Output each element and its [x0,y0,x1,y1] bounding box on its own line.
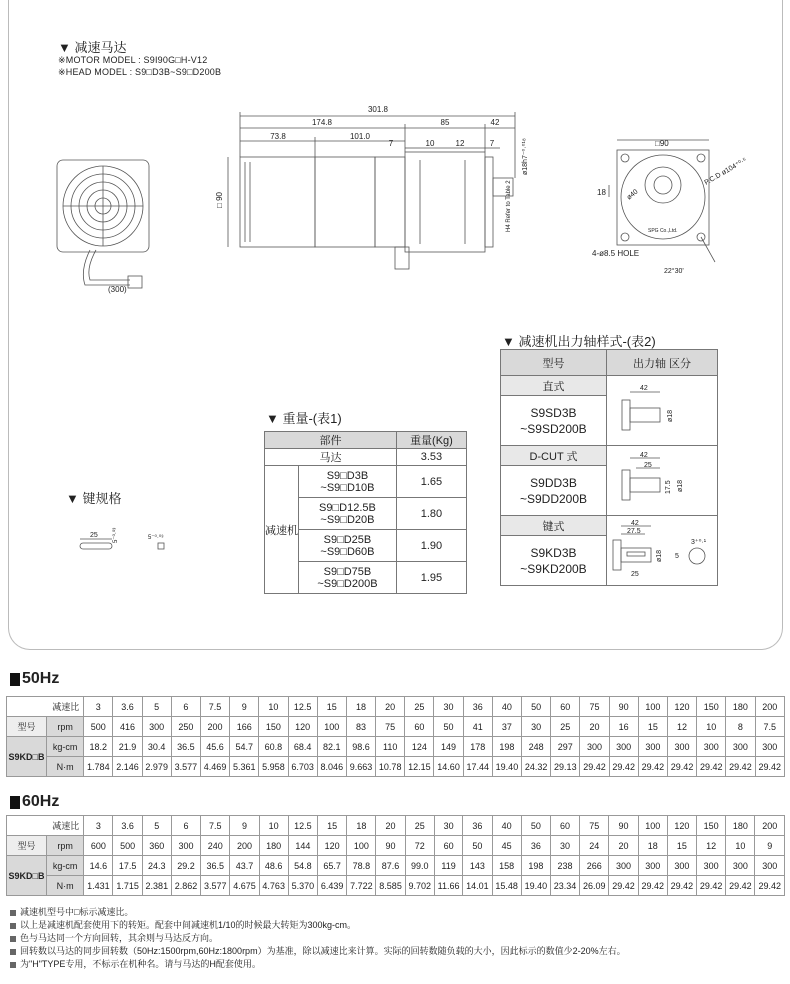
angle-label: 22°30' [664,268,684,275]
key-length: 25 [90,532,98,539]
kg-cell: 198 [521,856,550,876]
ratio-cell: 12.5 [288,697,317,717]
nm-cell: 3.577 [201,876,230,896]
shaft-drawing-straight [607,376,718,446]
nm-cell: 29.42 [667,876,696,896]
dim-101: 101.0 [349,132,371,141]
kg-cell: 78.8 [347,856,376,876]
weight-row-value: 1.65 [396,466,466,498]
nm-cell: 29.42 [697,757,726,777]
dim-174: 174.8 [311,118,333,127]
ratio-cell: 6 [171,697,200,717]
rpm-cell: 500 [84,717,113,737]
rpm-cell: 20 [580,717,609,737]
ratio-cell: 10 [259,697,288,717]
nm-cell: 9.663 [346,757,375,777]
section-50hz-title: 50Hz [22,670,60,687]
nm-cell: 29.42 [726,876,755,896]
nm-cell: 6.439 [318,876,347,896]
kg-cell: 24.3 [142,856,171,876]
ratio-cell: 18 [346,697,375,717]
rpm-cell: 120 [288,717,317,737]
note-item [10,958,626,971]
shaft-type-model: S9SD3B ~S9SD200B [501,396,607,446]
shaft-dia: ø18h7⁻⁰·⁰¹⁸ [522,138,529,175]
kg-cell: 198 [492,737,521,757]
ratio-label: 减速比 [7,697,84,717]
shaft-dim: 27.5 [627,528,641,535]
note-item [10,919,626,932]
rpm-cell: 16 [609,717,638,737]
shaft-type-model: S9KD3B ~S9KD200B [501,536,607,586]
nm-cell: 5.370 [288,876,317,896]
ratio-cell: 5 [142,697,171,717]
section-marker [10,673,20,686]
weight-table [264,431,467,594]
head-weight: 重量(Kg) [396,432,466,449]
rpm-cell: 9 [755,836,785,856]
nameplate: SPG Co.,Ltd. [648,228,678,234]
bullet [10,949,16,955]
ratio-cell: 60 [551,697,580,717]
rpm-label: rpm [47,836,84,856]
torque-table-50hz [6,696,785,777]
rpm-cell: 300 [142,717,171,737]
weight-row-model: S9□D12.5B ~S9□D20B [299,498,397,530]
rpm-cell: 30 [550,836,579,856]
rpm-cell: 90 [376,836,405,856]
dim-12: 12 [455,139,465,148]
nm-cell: 29.42 [755,757,784,777]
kg-cell: 238 [550,856,579,876]
nm-cell: 19.40 [492,757,521,777]
nm-cell: 23.34 [550,876,579,896]
kg-cell: 300 [726,737,755,757]
ratio-cell: 9 [230,697,259,717]
model-cell: S9KD□B [7,737,47,777]
ratio-cell: 20 [376,697,405,717]
rpm-cell: 50 [463,836,492,856]
note-text: 回转数以马达的同步回转数（50Hz:1500rpm,60Hz:1800rpm）为基准，除以减速比来计算。实际的回转数随负载的大小，因此标示的数值少2-20%左右。 [20,946,626,956]
dim-7b: 7 [489,139,495,148]
model-header: 型号 [7,717,47,737]
head-model: ※HEAD MODEL : S9□D3B~S9□D200B [58,67,222,77]
nm-cell: 17.44 [463,757,492,777]
ratio-cell: 3.6 [113,697,142,717]
rpm-cell: 100 [347,836,376,856]
ratio-cell: 15 [317,697,346,717]
kg-cell: 45.6 [200,737,229,757]
shaft-dim: ø18 [677,479,684,492]
rpm-cell: 200 [200,717,229,737]
kg-cell: 300 [638,737,667,757]
shaft-type-label: 直式 [501,376,607,396]
bullet [10,936,16,942]
ratio-cell: 150 [697,697,726,717]
kg-cell: 65.7 [318,856,347,876]
rpm-cell: 60 [434,836,462,856]
weight-row-value: 1.80 [396,498,466,530]
kg-cell: 82.1 [317,737,346,757]
motor-model: ※MOTOR MODEL : S9I90G□H-V12 [58,55,208,65]
pcd-label: P.C.D ø104⁺⁰·⁵ [703,156,749,187]
kg-cell: 300 [609,737,638,757]
ratio-cell: 30 [434,816,462,836]
rpm-cell: 8 [726,717,755,737]
nm-cell: 15.48 [492,876,521,896]
ratio-cell: 7.5 [200,697,229,717]
nm-cell: 10.78 [376,757,405,777]
kg-cell: 300 [580,737,609,757]
kg-cell: 300 [697,737,726,757]
note-item [10,906,626,919]
ratio-cell: 75 [580,816,609,836]
shaft-col-shaft: 出力轴 区分 [607,350,718,376]
nm-cell: 2.862 [171,876,200,896]
rpm-cell: 10 [726,836,755,856]
rpm-cell: 12 [697,836,726,856]
bullet [10,910,16,916]
ratio-cell: 200 [755,816,785,836]
rpm-cell: 7.5 [755,717,784,737]
nm-cell: 2.979 [142,757,171,777]
shaft-dim: ø18 [667,409,674,422]
rpm-cell: 24 [580,836,609,856]
dim-18: 18 [597,188,606,197]
nm-cell: 1.715 [113,876,142,896]
kg-cell: 300 [697,856,726,876]
nm-cell: 29.42 [726,757,755,777]
nm-cell: 29.42 [697,876,726,896]
shaft-dim: 5 [675,553,679,560]
nm-cell: 4.469 [200,757,229,777]
rpm-cell: 45 [492,836,521,856]
notes [10,906,626,971]
shaft-type-model: S9DD3B ~S9DD200B [501,466,607,516]
ratio-cell: 40 [492,697,521,717]
kg-cell: 119 [434,856,462,876]
ratio-cell: 6 [171,816,200,836]
kg-cell: 300 [638,856,667,876]
ratio-cell: 25 [405,816,434,836]
ratio-cell: 5 [142,816,171,836]
dim-73: 73.8 [270,132,286,141]
dim-10: 10 [425,139,435,148]
kg-cell: 297 [551,737,580,757]
shaft-dim: 3⁺⁰·¹ [691,539,707,546]
shaft-drawing-key [607,516,718,586]
ratio-cell: 15 [318,816,347,836]
key-drawing [70,525,190,565]
motor-label: 马达 [265,449,397,466]
rpm-cell: 36 [521,836,550,856]
section-marker [10,796,20,809]
nm-cell: 8.046 [317,757,346,777]
ratio-cell: 18 [347,816,376,836]
rpm-cell: 416 [113,717,142,737]
kg-cell: 14.6 [84,856,113,876]
nm-cell: 2.381 [142,876,171,896]
note-text: 为"H"TYPE专用，不标示在机种名。请与马达的H配套使用。 [20,959,261,969]
dim-42: 42 [490,118,500,127]
ratio-cell: 75 [580,697,609,717]
rpm-cell: 12 [667,717,696,737]
model-cell: S9KD□B [7,856,47,896]
nm-cell: 26.09 [580,876,609,896]
note-item [10,932,626,945]
rpm-cell: 20 [609,836,638,856]
ratio-cell: 100 [638,697,667,717]
nm-cell: 5.361 [230,757,259,777]
kg-cell: 300 [667,856,696,876]
kg-label: kg-cm [47,856,84,876]
dim-40: ø40 [625,188,640,202]
nm-cell: 9.702 [405,876,434,896]
bullet [10,923,16,929]
nm-cell: 29.42 [580,757,609,777]
shaft-dim: 25 [631,571,639,578]
bullet [10,962,16,968]
nm-cell: 5.958 [259,757,288,777]
ratio-label: 减速比 [7,816,84,836]
rpm-cell: 37 [492,717,521,737]
ratio-cell: 100 [638,816,667,836]
shaft-type-label: D-CUT 式 [501,446,607,466]
nm-label: N·m [47,876,84,896]
kg-label: kg-cm [47,737,84,757]
nm-cell: 3.577 [171,757,200,777]
nm-cell: 14.01 [463,876,492,896]
nm-cell: 24.32 [522,757,551,777]
nm-cell: 7.722 [347,876,376,896]
ratio-cell: 30 [434,697,463,717]
ratio-cell: 12.5 [288,816,317,836]
ratio-cell: 3 [84,816,113,836]
rpm-cell: 25 [551,717,580,737]
kg-cell: 99.0 [405,856,434,876]
ratio-cell: 7.5 [201,816,230,836]
nm-label: N·m [47,757,84,777]
rpm-cell: 250 [171,717,200,737]
ratio-cell: 20 [376,816,405,836]
kg-cell: 54.8 [288,856,317,876]
ratio-cell: 120 [667,697,696,717]
kg-cell: 29.2 [171,856,200,876]
rpm-cell: 30 [522,717,551,737]
rpm-cell: 180 [259,836,288,856]
gearhead-label: 减速机 [265,466,299,594]
ratio-cell: 120 [667,816,696,836]
nm-cell: 4.763 [259,876,288,896]
dim-85: 85 [440,118,450,127]
weight-row-model: S9□D25B ~S9□D60B [299,530,397,562]
kg-cell: 300 [609,856,638,876]
dim-box90: □ 90 [215,192,224,208]
shaft-type-label: 键式 [501,516,607,536]
weight-row-value: 1.95 [396,562,466,594]
model-header: 型号 [7,836,47,856]
ratio-cell: 60 [550,816,579,836]
ratio-cell: 180 [726,816,755,836]
kg-cell: 158 [492,856,521,876]
rpm-cell: 200 [230,836,259,856]
kg-cell: 178 [463,737,492,757]
kg-cell: 21.9 [113,737,142,757]
kg-cell: 87.6 [376,856,405,876]
shaft-dim: 42 [631,520,639,527]
torque-table-60hz [6,815,785,896]
rpm-cell: 50 [434,717,463,737]
rpm-cell: 75 [376,717,405,737]
kg-cell: 143 [463,856,492,876]
shaft-drawing-dcut [607,446,718,516]
shaft-col-model: 型号 [501,350,607,376]
section-60hz-title: 60Hz [22,793,60,810]
rpm-cell: 15 [667,836,696,856]
shaft-section-title: ▼ 减速机出力轴样式-(表2) [502,334,656,349]
nm-cell: 19.40 [521,876,550,896]
ratio-cell: 50 [521,816,550,836]
ratio-cell: 3 [84,697,113,717]
key-height: 5⁻⁰·⁰³ [113,527,119,543]
note-text: 色与马达同一个方向回转，其余则与马达反方向。 [20,933,219,943]
ratio-cell: 36 [463,816,492,836]
nm-cell: 12.15 [405,757,434,777]
nm-cell: 6.703 [288,757,317,777]
nm-cell: 8.585 [376,876,405,896]
ratio-cell: 90 [609,697,638,717]
ratio-cell: 10 [259,816,288,836]
kg-cell: 98.6 [346,737,375,757]
nm-cell: 11.66 [434,876,462,896]
motor-drawing [0,0,790,320]
nm-cell: 29.42 [638,757,667,777]
ratio-cell: 200 [755,697,784,717]
kg-cell: 248 [522,737,551,757]
nm-cell: 1.431 [84,876,113,896]
shaft-table [500,349,718,586]
dim-7a: 7 [388,139,394,148]
weight-row-value: 1.90 [396,530,466,562]
shaft-dim: 17.5 [665,480,672,494]
kg-cell: 300 [667,737,696,757]
rpm-cell: 360 [142,836,171,856]
rpm-cell: 144 [288,836,317,856]
ratio-cell: 150 [697,816,726,836]
kg-cell: 68.4 [288,737,317,757]
kg-cell: 110 [376,737,405,757]
note-text: 以上是减速机配套使用下的转矩。配套中间减速机1/10的时候最大转矩为300kg-cm。 [20,920,357,930]
rpm-cell: 60 [405,717,434,737]
rpm-cell: 300 [171,836,200,856]
nm-cell: 29.42 [755,876,785,896]
section-50hz [10,670,59,688]
ratio-cell: 36 [463,697,492,717]
rpm-cell: 41 [463,717,492,737]
nm-cell: 1.784 [84,757,113,777]
kg-cell: 54.7 [230,737,259,757]
nm-cell: 29.42 [667,757,696,777]
nm-cell: 29.42 [609,876,638,896]
kg-cell: 149 [434,737,463,757]
rpm-cell: 83 [346,717,375,737]
shaft-dim: 42 [640,452,648,459]
shaft-dim: ø18 [656,549,663,562]
nm-cell: 4.675 [230,876,259,896]
nm-cell: 2.146 [113,757,142,777]
rpm-cell: 150 [259,717,288,737]
kg-cell: 300 [755,856,785,876]
weight-row-model: S9□D75B ~S9□D200B [299,562,397,594]
ratio-cell: 40 [492,816,521,836]
rpm-cell: 240 [201,836,230,856]
ratio-cell: 50 [522,697,551,717]
kg-cell: 36.5 [171,737,200,757]
head-part: 部件 [265,432,397,449]
rpm-cell: 120 [318,836,347,856]
rpm-cell: 10 [697,717,726,737]
hole-label: 4-ø8.5 HOLE [592,249,640,258]
rpm-cell: 72 [405,836,434,856]
kg-cell: 266 [580,856,609,876]
note-text: 减速机型号中□标示减速比。 [20,907,134,917]
rpm-cell: 500 [113,836,142,856]
rpm-cell: 15 [638,717,667,737]
dim-total: 301.8 [367,105,389,114]
ratio-cell: 25 [405,697,434,717]
kg-cell: 30.4 [142,737,171,757]
nm-cell: 29.42 [638,876,667,896]
kg-cell: 36.5 [201,856,230,876]
key-section-title: ▼ 键规格 [66,491,122,506]
kg-cell: 300 [726,856,755,876]
weight-section-title: ▼ 重量-(表1) [266,411,342,426]
rpm-label: rpm [47,717,84,737]
ratio-cell: 90 [609,816,638,836]
front-box90: □90 [655,139,669,148]
rpm-cell: 166 [230,717,259,737]
motor-section-title: ▼ 减速马达 [58,40,127,55]
rpm-cell: 600 [84,836,113,856]
rpm-cell: 18 [638,836,667,856]
kg-cell: 300 [755,737,784,757]
shaft-dim: 25 [644,462,652,469]
shaft-dim: 42 [640,385,648,392]
kg-cell: 124 [405,737,434,757]
kg-cell: 60.8 [259,737,288,757]
nm-cell: 14.60 [434,757,463,777]
refer-note: H4 Refer to Table 2 [506,180,512,232]
key-width: 5⁻⁰·⁰³ [148,535,164,541]
cable-length: (300) [108,285,127,294]
ratio-cell: 9 [230,816,259,836]
nm-cell: 29.13 [551,757,580,777]
rpm-cell: 100 [317,717,346,737]
ratio-cell: 3.6 [113,816,142,836]
kg-cell: 18.2 [84,737,113,757]
note-item [10,945,626,958]
kg-cell: 17.5 [113,856,142,876]
nm-cell: 29.42 [609,757,638,777]
motor-weight: 3.53 [396,449,466,466]
weight-row-model: S9□D3B ~S9□D10B [299,466,397,498]
ratio-cell: 180 [726,697,755,717]
section-60hz [10,793,59,811]
kg-cell: 43.7 [230,856,259,876]
kg-cell: 48.6 [259,856,288,876]
